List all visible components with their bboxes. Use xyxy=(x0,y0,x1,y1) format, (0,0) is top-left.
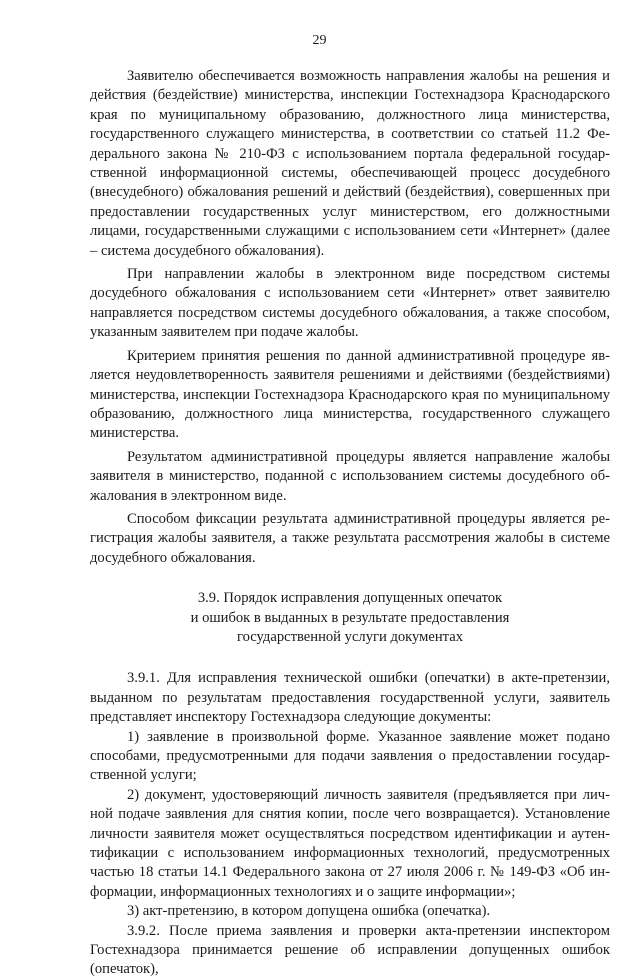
paragraph-procedure-result: Результатом административной процедуры является направление жалобы заявителя в министерство, поданной с использованием системы досудебного обжалования в электронном виде. xyxy=(90,448,610,504)
paragraph-complaint-right: Заявителю обеспечивается возможность направления жалобы на решения и действия (бездействие) министерства, инспекции Гостехнадзора Краснодарского края по муниципальному образованию, должностного лица министерства, государственного служащего министерства, в соответствии со статьей 11.2 Федерального закона № 210-ФЗ с использованием портала федеральной государственной информационной системы, обеспечивающей процесс досудебного (внесудебного) обжалования решений и действий (бездействия), совершенных при предоставлении государственных услуг министерством, его должностными лицами, государственными служащими с использованием сети «Интернет» (далее – система досудебного обжалования). xyxy=(90,68,610,259)
section-heading-line: 3.9. Порядок исправления допущенных опечаток xyxy=(197,590,503,607)
section-heading-line: государственной услуги документах xyxy=(236,628,464,645)
paragraph-3-9-2: 3.9.2. После приема заявления и проверки акта-претензии инспектором Гостехнадзора принимается решение об исправлении допущенных ошибок (опечаток), xyxy=(90,922,610,978)
list-item-act-claim: 3) акт-претензию, в котором допущена ошибка (опечатка). xyxy=(127,903,491,920)
paragraph-result-recording: Способом фиксации результата административной процедуры является регистрация жалобы заявителя, а также результата рассмотрения жалобы в системе досудебного обжалования. xyxy=(90,510,610,566)
section-heading-3-9 xyxy=(90,589,610,647)
page-number: 29 xyxy=(312,33,327,48)
document-body xyxy=(90,67,610,980)
paragraph-electronic-response: При направлении жалобы в электронном виде посредством системы досудебного обжалования с использованием сети «Интернет» ответ заявителю направляется посредством системы досудебного обжалования, а также способом, указанным заявителем при подаче жалобы. xyxy=(90,266,610,341)
list-item-identity-document: 2) документ, удостоверяющий личность заявителя (предъявляется при личной подаче заявления для снятия копии, после чего возвращается). Установление личности заявителя может осуществляться посредством идентификации и аутентификации с использованием информационных технологий, предусмотренных частью 18 статьи 14.1 Федерального закона от 27 июля 2006 г. № 149-ФЗ «Об информации, информационных технологиях и о защите информации»; xyxy=(90,786,610,900)
paragraph-decision-criterion: Критерием принятия решения по данной административной процедуре является неудовлетворенность заявителя решениями и действиями (бездействиями) министерства, инспекции Гостехнадзора Краснодарского края по муниципальному образованию, должностного лица министерства, государственного служащего министерства. xyxy=(90,347,610,442)
list-item-application: 1) заявление в произвольной форме. Указанное заявление может подано способами, предусмотренными для подачи заявления о предоставлении государственной услуги; xyxy=(90,728,610,784)
section-heading-line: и ошибок в выданных в результате предоставления xyxy=(190,609,510,626)
paragraph-3-9-1: 3.9.1. Для исправления технической ошибки (опечатки) в акте-претензии, выданном по результатам предоставления государственной услуги, заявитель представляет инспектору Гостехнадзора следующие документы: xyxy=(90,670,610,726)
